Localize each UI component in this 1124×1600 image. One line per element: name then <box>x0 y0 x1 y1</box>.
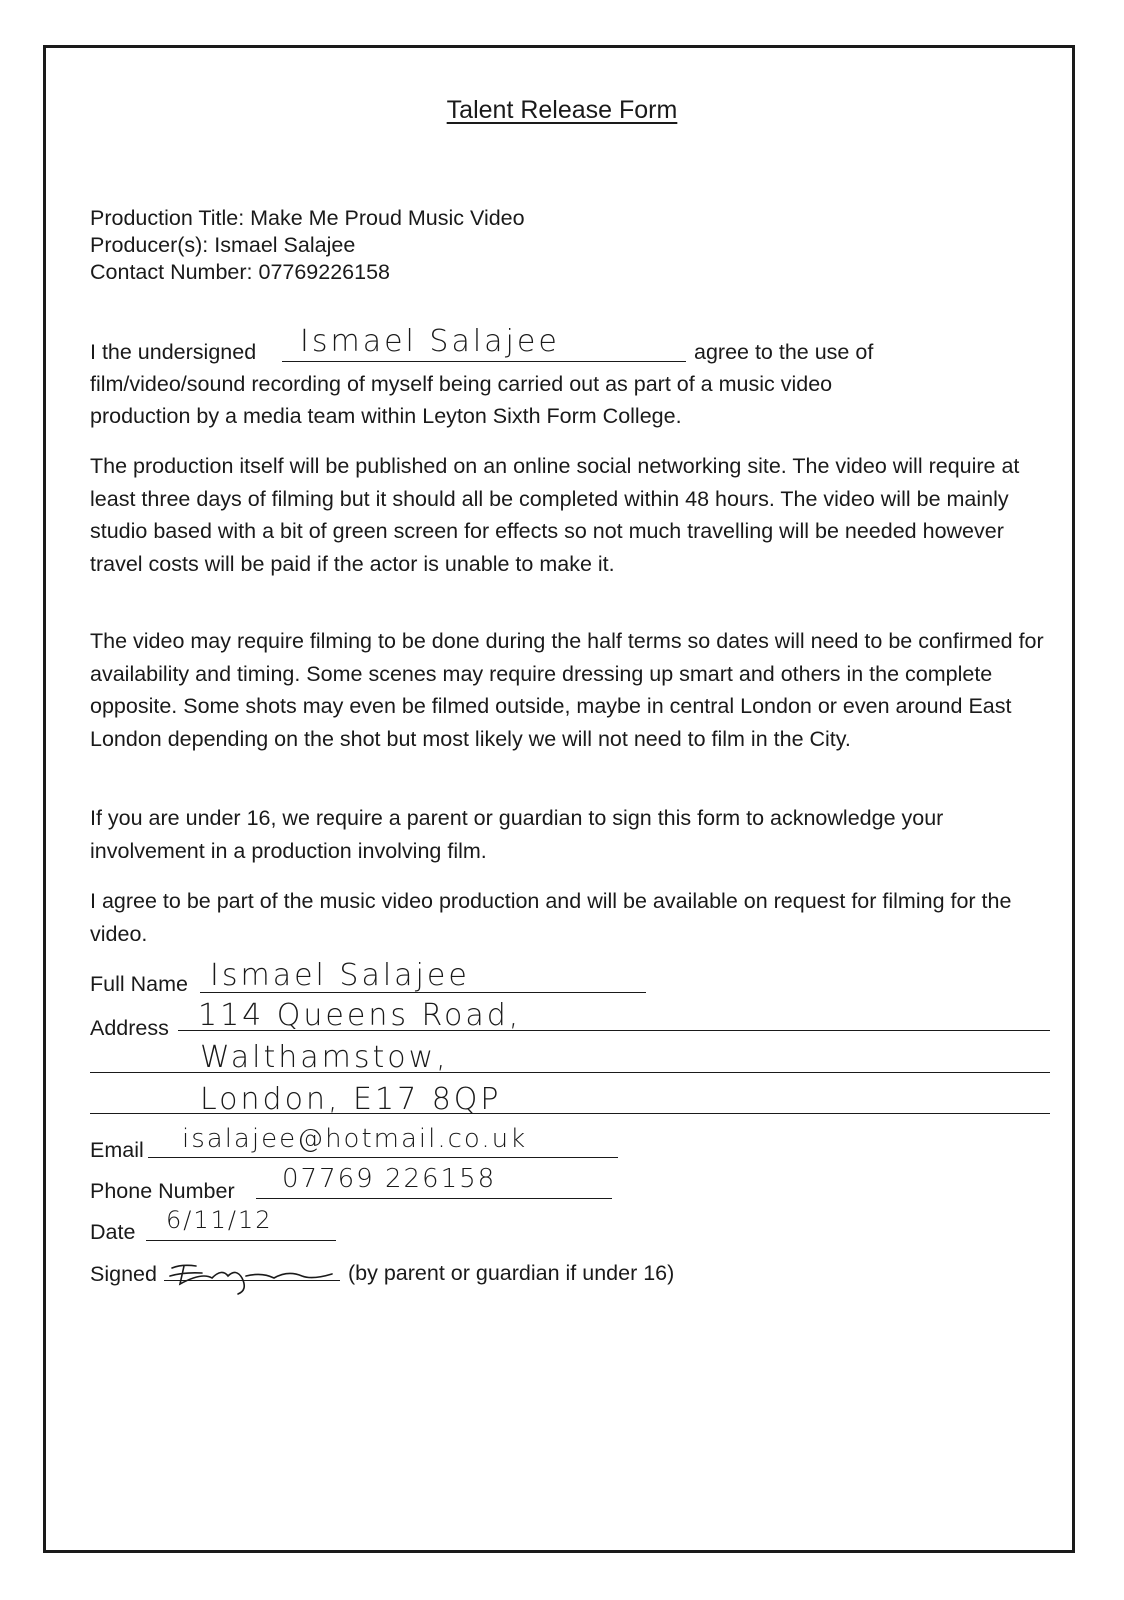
form-title: Talent Release Form <box>446 96 678 124</box>
paragraph-agreement: I agree to be part of the music video production and will be available on request for filming for the video. <box>90 889 1012 946</box>
email-label: Email <box>90 1138 144 1162</box>
email-value[interactable]: isalajee@hotmail.co.uk <box>182 1124 528 1154</box>
address-value-line-3[interactable]: London, E17 8QP <box>200 1082 502 1117</box>
full-name-value[interactable]: Ismael Salajee <box>210 958 470 993</box>
agreement-line-2: film/video/sound recording of myself being carried out as part of a music video <box>90 372 833 396</box>
producer: Producer(s): Ismael Salajee <box>90 233 356 257</box>
signature-scribble <box>162 1254 342 1296</box>
date-value[interactable]: 6/11/12 <box>166 1206 273 1234</box>
production-title: Production Title: Make Me Proud Music Video <box>90 206 525 230</box>
address-value-line-1[interactable]: 114 Queens Road, <box>198 998 522 1033</box>
agreement-suffix: agree to the use of <box>694 340 874 364</box>
address-label: Address <box>90 1016 169 1040</box>
agreement-line-3: production by a media team within Leyton Sixth Form College. <box>90 404 682 428</box>
phone-line <box>256 1198 612 1199</box>
date-line <box>146 1240 336 1241</box>
paragraph-filming-schedule: The video may require filming to be done during the half terms so dates will need to be confirmed for availability and timing. Some scenes may require dressing up smart and others in the complete opposite. Some shots may even be filmed outside, maybe in central London or even around East London depending on the shot but most likely we will not need to film in the City. <box>90 629 1044 751</box>
paragraph-publication: The production itself will be published on an online social networking site. The video will require at least three days of filming but it should all be completed within 48 hours. The video will be mainly studio based with a bit of green screen for effects so not much travelling will be needed however travel costs will be paid if the actor is unable to make it. <box>90 454 1020 576</box>
paragraph-under-16: If you are under 16, we require a parent or guardian to sign this form to acknowledge your involvement in a production involving film. <box>90 806 944 863</box>
contact-number: Contact Number: 07769226158 <box>90 260 391 284</box>
email-line <box>148 1157 618 1158</box>
signed-note: (by parent or guardian if under 16) <box>348 1261 675 1285</box>
undersigned-name: Ismael Salajee <box>300 324 560 359</box>
address-value-line-2[interactable]: Walthamstow, <box>200 1040 449 1075</box>
phone-label: Phone Number <box>90 1179 235 1203</box>
agreement-prefix: I the undersigned <box>90 340 257 364</box>
full-name-label: Full Name <box>90 972 188 996</box>
date-label: Date <box>90 1220 136 1244</box>
signed-label: Signed <box>90 1262 157 1286</box>
phone-value[interactable]: 07769 226158 <box>282 1164 497 1194</box>
undersigned-line <box>282 361 686 362</box>
